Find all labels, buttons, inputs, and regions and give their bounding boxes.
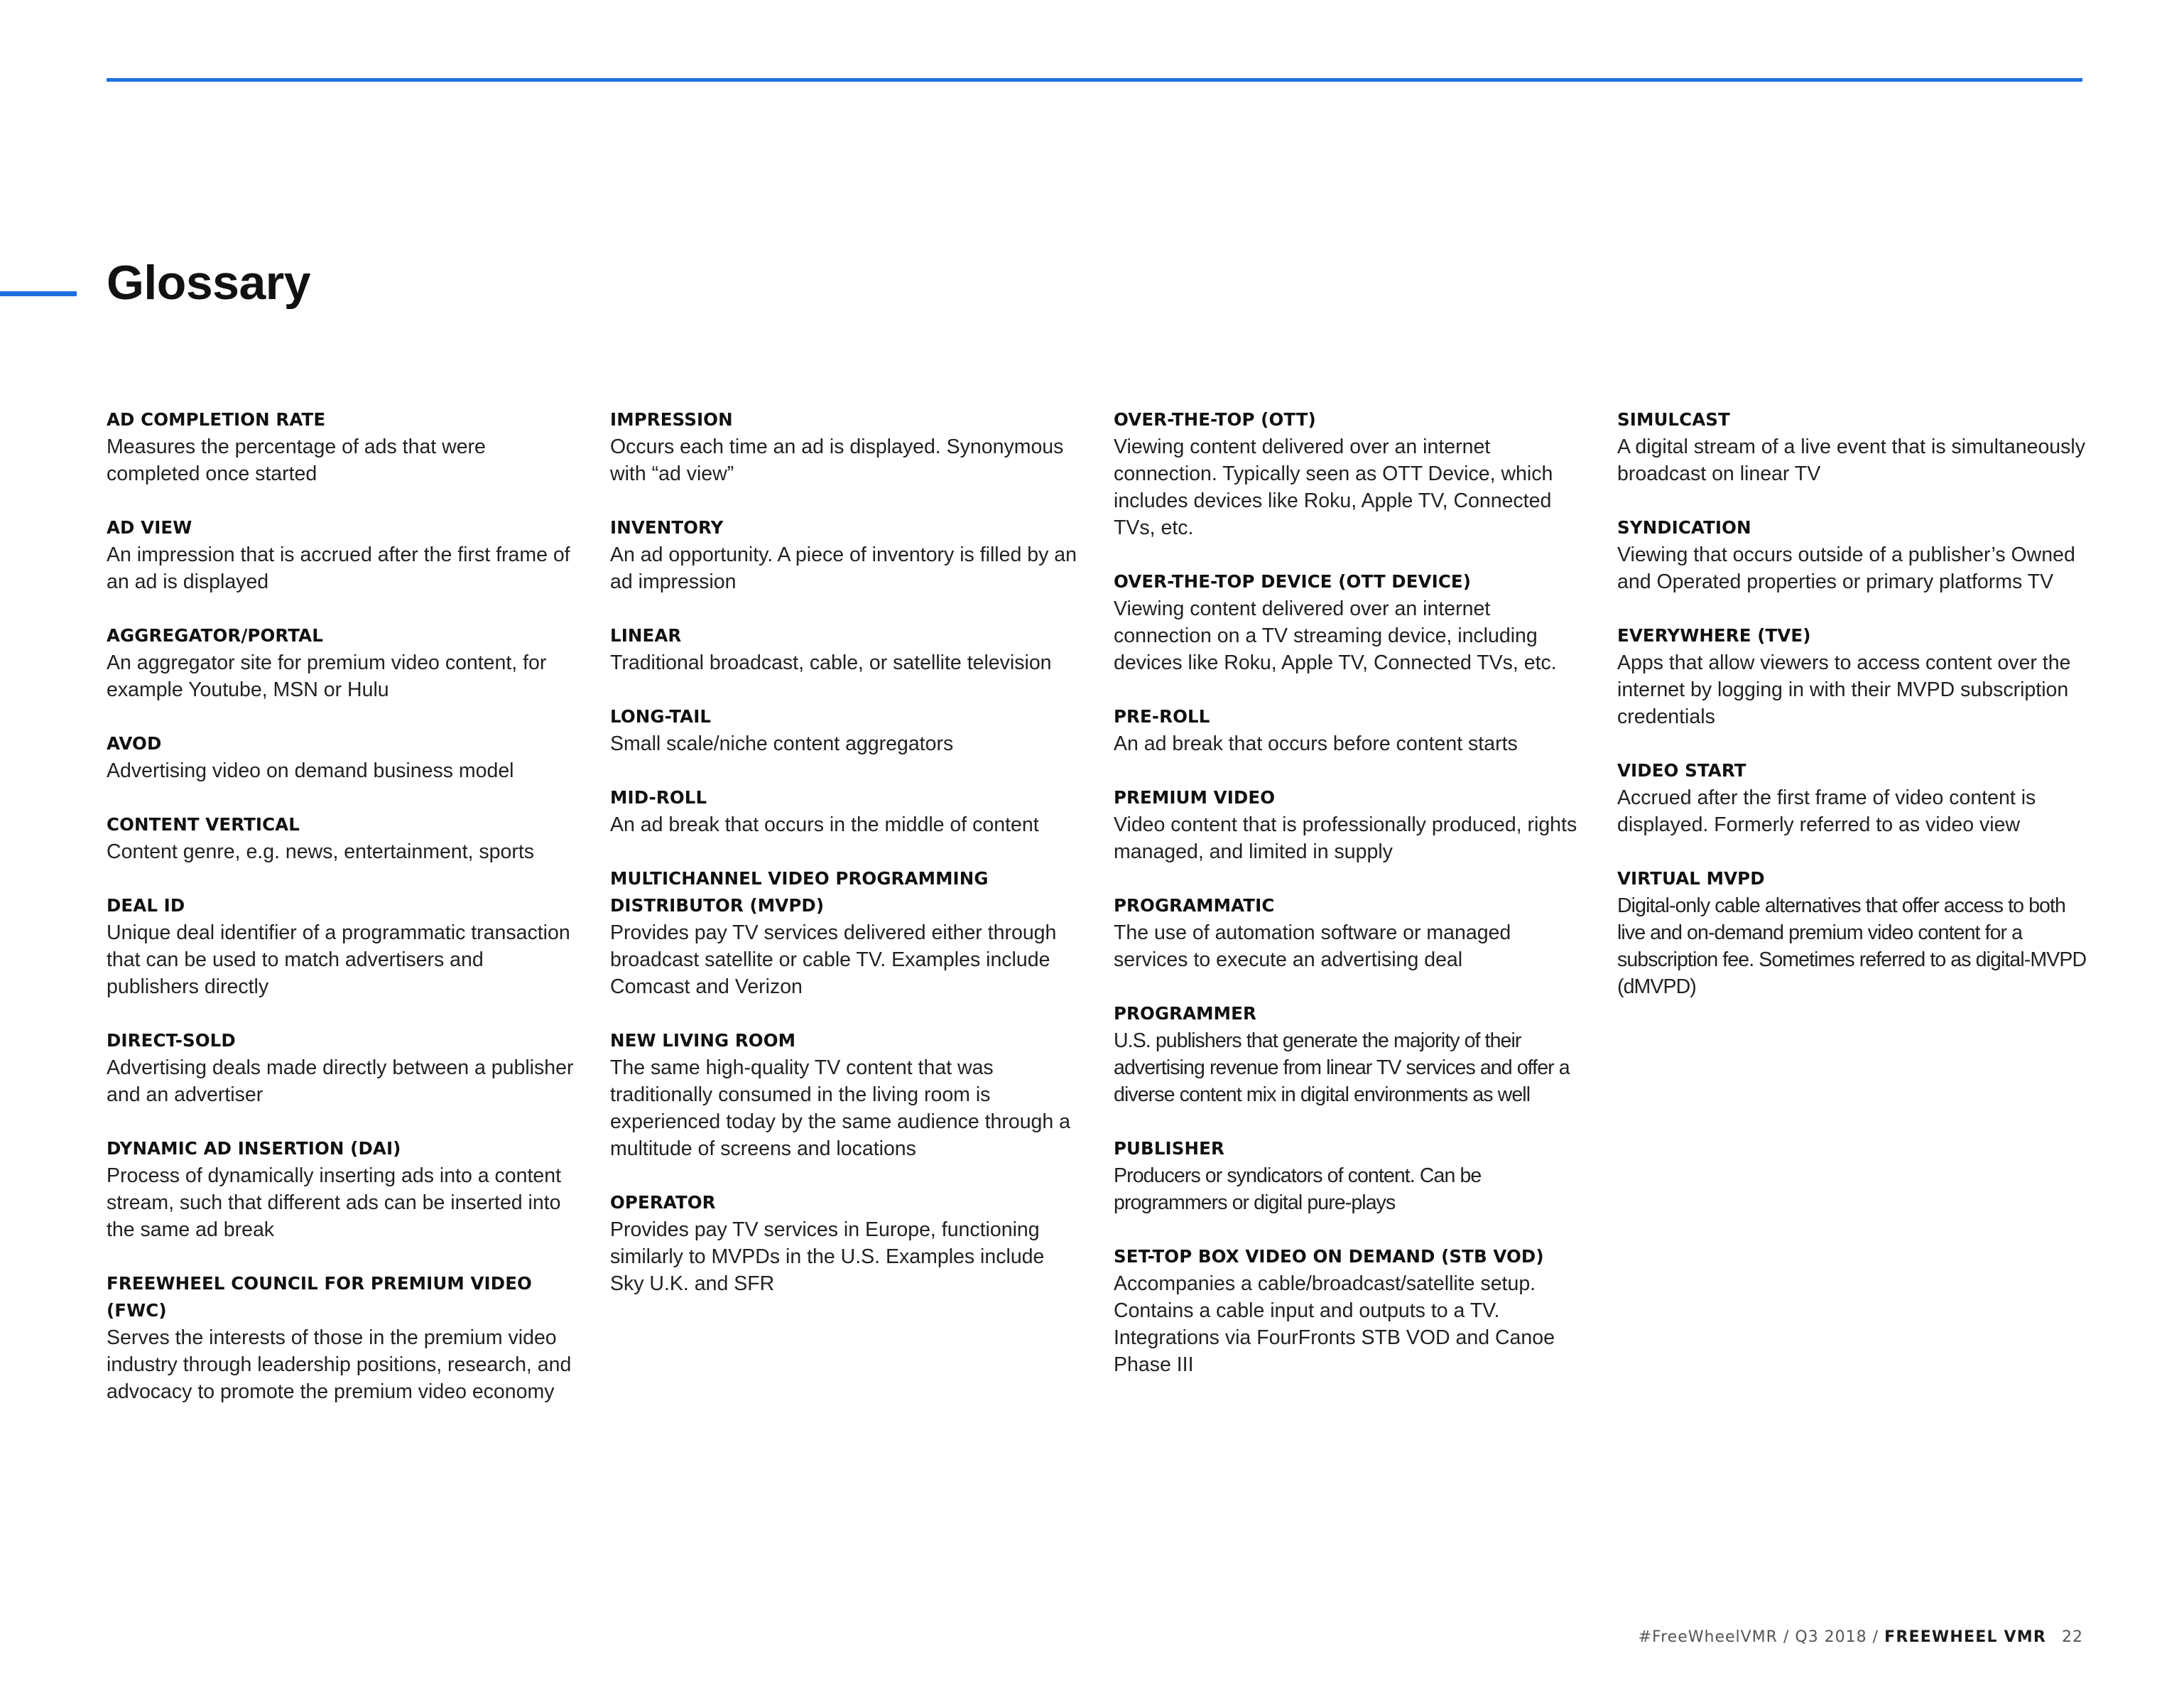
glossary-term: AD VIEW <box>107 517 192 538</box>
glossary-term: DIRECT-SOLD <box>107 1030 236 1051</box>
glossary-definition: A digital stream of a live event that is simultaneously broadcast on linear TV <box>1617 435 2085 485</box>
glossary-entry <box>107 622 579 703</box>
glossary-term: OVER-THE-TOP DEVICE (OTT DEVICE) <box>1114 571 1472 592</box>
glossary-term: OPERATOR <box>610 1192 716 1213</box>
glossary-entry <box>610 703 1082 757</box>
glossary-term: PUBLISHER <box>1114 1138 1224 1159</box>
footer-separator: / <box>1783 1628 1790 1646</box>
glossary-definition: Viewing that occurs outside of a publisher’s Owned and Operated properties or primary platforms TV <box>1617 543 2075 593</box>
glossary-term: SYNDICATION <box>1617 517 1751 538</box>
glossary-entry <box>107 892 579 1000</box>
glossary-term: LONG-TAIL <box>610 706 712 727</box>
glossary-term: DYNAMIC AD INSERTION (DAI) <box>107 1138 401 1159</box>
glossary-definition: Advertising deals made directly between a publisher and an advertiser <box>107 1056 574 1106</box>
glossary-definition: Provides pay TV services in Europe, functioning similarly to MVPDs in the U.S. Examples include Sky U.K. and SFR <box>610 1218 1045 1295</box>
glossary-definition: Advertising video on demand business model <box>107 759 514 782</box>
glossary-entry <box>107 1270 579 1405</box>
glossary-term: FREEWHEEL COUNCIL FOR PREMIUM VIDEO (FWC) <box>107 1273 532 1321</box>
glossary-term: AD COMPLETION RATE <box>107 409 326 430</box>
glossary-term: DEAL ID <box>107 895 185 916</box>
glossary-term: SET-TOP BOX VIDEO ON DEMAND (STB VOD) <box>1114 1246 1544 1267</box>
glossary-definition: An ad opportunity. A piece of inventory is filled by an ad impression <box>610 543 1077 593</box>
glossary-term: MID-ROLL <box>610 787 707 808</box>
glossary-entry <box>107 1027 579 1108</box>
glossary-entry <box>1114 1135 1586 1216</box>
page-footer <box>1639 1627 2083 1648</box>
footer-brand: FREEWHEEL VMR <box>1884 1628 2046 1646</box>
glossary-term: PROGRAMMATIC <box>1114 895 1275 916</box>
glossary-column-3 <box>1114 406 1586 1405</box>
glossary-term: EVERYWHERE (TVE) <box>1617 625 1811 646</box>
glossary-entry <box>610 865 1082 1000</box>
title-accent-bar <box>0 291 77 296</box>
glossary-term: AVOD <box>107 733 162 754</box>
glossary-definition: Traditional broadcast, cable, or satellite television <box>610 651 1052 674</box>
glossary-definition: Accrued after the first frame of video content is displayed. Formerly referred to as video view <box>1617 786 2036 836</box>
glossary-entry <box>1617 757 2090 838</box>
glossary-definition: Process of dynamically inserting ads into a content stream, such that different ads can be inserted into the same ad break <box>107 1164 561 1241</box>
glossary-definition: Measures the percentage of ads that were completed once started <box>107 435 486 485</box>
glossary-entry <box>610 1189 1082 1297</box>
glossary-entry <box>610 622 1082 676</box>
footer-hashtag: #FreeWheelVMR <box>1638 1628 1778 1646</box>
glossary-term: VIDEO START <box>1617 760 1746 781</box>
page-title: Glossary <box>107 256 311 310</box>
glossary-definition: An impression that is accrued after the first frame of an ad is displayed <box>107 543 570 593</box>
glossary-entry <box>107 514 579 595</box>
glossary-definition: An ad break that occurs before content starts <box>1114 732 1518 755</box>
glossary-term: OVER-THE-TOP (OTT) <box>1114 409 1316 430</box>
glossary-definition: An aggregator site for premium video content, for example Youtube, MSN or Hulu <box>107 651 547 701</box>
glossary-entry <box>1114 568 1586 676</box>
glossary-entry <box>1617 514 2090 595</box>
glossary-entry <box>1114 1243 1586 1378</box>
glossary-entry <box>1114 1000 1586 1108</box>
glossary-term: MULTICHANNEL VIDEO PROGRAMMING DISTRIBUTOR (MVPD) <box>610 868 989 916</box>
glossary-definition: Digital-only cable alternatives that offer access to both live and on-demand premium video content for a subscription fee. Sometimes referred to as digital-MVPD (dMVPD) <box>1617 894 2087 998</box>
glossary-definition: Provides pay TV services delivered either through broadcast satellite or cable TV. Examples include Comcast and Verizon <box>610 921 1057 998</box>
glossary-entry <box>107 1135 579 1243</box>
glossary-entry <box>1114 406 1586 541</box>
glossary-entry <box>107 406 579 487</box>
glossary-term: INVENTORY <box>610 517 724 538</box>
glossary-entry <box>610 406 1082 487</box>
glossary-entry <box>610 514 1082 595</box>
glossary-definition: The same high-quality TV content that was traditionally consumed in the living room is experienced today by the same audience through a multitude of screens and locations <box>610 1056 1071 1160</box>
glossary-definition: An ad break that occurs in the middle of content <box>610 813 1039 836</box>
glossary-definition: Small scale/niche content aggregators <box>610 732 954 755</box>
glossary-entry <box>1617 406 2090 487</box>
glossary-entry <box>107 811 579 865</box>
glossary-definition: Video content that is professionally produced, rights managed, and limited in supply <box>1114 813 1577 863</box>
glossary-definition: Viewing content delivered over an internet connection. Typically seen as OTT Device, which includes devices like Roku, Apple TV, Connected TVs, etc. <box>1114 435 1553 539</box>
glossary-entry <box>1617 865 2090 1000</box>
glossary-definition: Occurs each time an ad is displayed. Synonymous with “ad view” <box>610 435 1064 485</box>
glossary-term: LINEAR <box>610 625 682 646</box>
glossary-definition: The use of automation software or managed services to execute an advertising deal <box>1114 921 1511 971</box>
glossary-entry <box>610 1027 1082 1162</box>
glossary-term: CONTENT VERTICAL <box>107 814 300 835</box>
glossary-term: SIMULCAST <box>1617 409 1730 430</box>
glossary-term: IMPRESSION <box>610 409 733 430</box>
glossary-term: NEW LIVING ROOM <box>610 1030 796 1051</box>
top-rule <box>107 78 2082 82</box>
glossary-definition: Accompanies a cable/broadcast/satellite setup. Contains a cable input and outputs to a TV. Integrations via FourFronts STB VOD and Canoe Phase III <box>1114 1272 1555 1376</box>
glossary-column-2 <box>610 406 1082 1324</box>
glossary-definition: Serves the interests of those in the premium video industry through leadership positions, research, and advocacy to promote the premium video economy <box>107 1326 572 1403</box>
glossary-definition: Producers or syndicators of content. Can be programmers or digital pure-plays <box>1114 1164 1482 1214</box>
glossary-entry <box>1114 892 1586 973</box>
footer-period: Q3 2018 <box>1795 1628 1867 1646</box>
glossary-term: PRE-ROLL <box>1114 706 1210 727</box>
glossary-definition: Content genre, e.g. news, entertainment, sports <box>107 840 535 863</box>
glossary-term: PREMIUM VIDEO <box>1114 787 1276 808</box>
glossary-entry <box>1114 703 1586 757</box>
glossary-entry <box>107 730 579 784</box>
glossary-term: PROGRAMMER <box>1114 1003 1256 1024</box>
footer-separator: / <box>1872 1628 1879 1646</box>
glossary-definition: U.S. publishers that generate the majority of their advertising revenue from linear TV services and offer a diverse content mix in digital environments as well <box>1114 1029 1570 1106</box>
glossary-definition: Viewing content delivered over an internet connection on a TV streaming device, including devices like Roku, Apple TV, Connected TVs, etc. <box>1114 597 1557 674</box>
glossary-entry <box>1617 622 2090 730</box>
glossary-definition: Apps that allow viewers to access content over the internet by logging in with their MVPD subscription credentials <box>1617 651 2071 728</box>
glossary-column-1 <box>107 406 579 1432</box>
glossary-term: VIRTUAL MVPD <box>1617 868 1765 889</box>
glossary-column-4 <box>1617 406 2090 1027</box>
glossary-columns <box>107 406 2088 1486</box>
page-number: 22 <box>2062 1628 2083 1646</box>
glossary-entry <box>610 784 1082 838</box>
glossary-term: AGGREGATOR/PORTAL <box>107 625 323 646</box>
glossary-entry <box>1114 784 1586 865</box>
glossary-definition: Unique deal identifier of a programmatic transaction that can be used to match advertisers and publishers directly <box>107 921 570 998</box>
